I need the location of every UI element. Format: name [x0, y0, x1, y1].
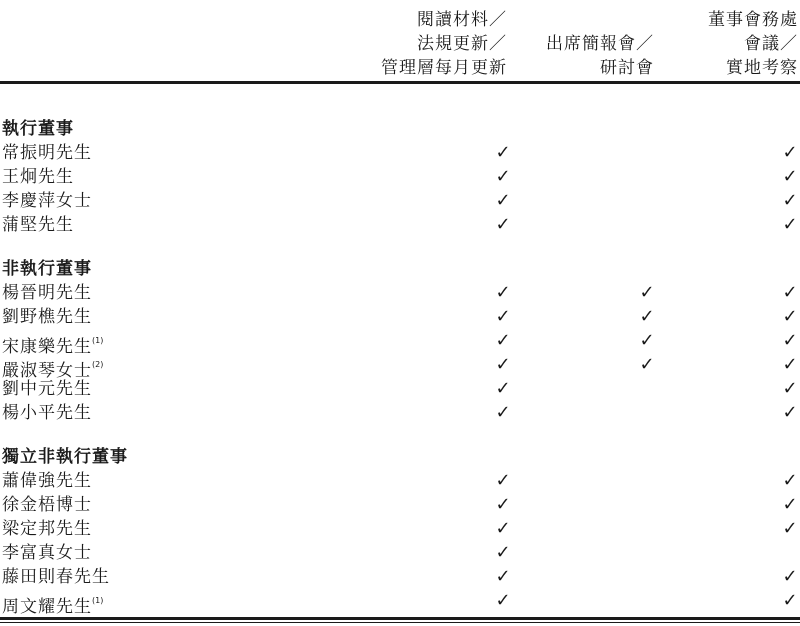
checkmark-icon: ✓ [639, 306, 655, 327]
director-name [2, 377, 92, 401]
section-row [0, 117, 800, 141]
director-name-text: 常振明先生 [2, 143, 92, 163]
checkmark-icon: ✓ [782, 190, 798, 211]
checkmark-icon: ✓ [782, 142, 798, 163]
director-name-text: 蒲堅先生 [2, 215, 74, 235]
director-row [0, 469, 800, 493]
director-name-text: 嚴淑琴女士 [2, 361, 92, 381]
director-name [2, 541, 92, 565]
checkmark-icon: ✓ [782, 166, 798, 187]
header-line: 研討會 [600, 58, 654, 78]
checkmark-icon: ✓ [495, 190, 511, 211]
footnote-marker: (1) [92, 596, 104, 605]
director-training-table [0, 117, 800, 617]
director-name-text: 楊小平先生 [2, 403, 92, 423]
checkmark-icon: ✓ [639, 330, 655, 351]
checkmark-icon: ✓ [495, 542, 511, 563]
checkmark-icon: ✓ [639, 354, 655, 375]
director-row [0, 589, 800, 617]
director-row [0, 517, 800, 541]
director-name-text: 藤田則春先生 [2, 567, 110, 587]
section-row [0, 257, 800, 281]
checkmark-icon: ✓ [782, 566, 798, 587]
header-line: 法規更新／ [417, 34, 507, 54]
director-name [2, 305, 92, 329]
footnote-marker: (1) [92, 336, 104, 345]
bottom-rule [0, 617, 800, 620]
director-row [0, 305, 800, 329]
director-row [0, 189, 800, 213]
header-line: 管理層每月更新 [381, 58, 507, 78]
director-name-text: 楊晉明先生 [2, 283, 92, 303]
checkmark-icon: ✓ [495, 494, 511, 515]
spacer-row [0, 425, 800, 445]
director-row [0, 493, 800, 517]
checkmark-icon: ✓ [495, 142, 511, 163]
section-heading: 執行董事 [2, 119, 74, 139]
header-line: 董事會務處 [708, 10, 798, 30]
checkmark-icon: ✓ [782, 354, 798, 375]
checkmark-icon: ✓ [782, 470, 798, 491]
column-header-reading-materials [381, 8, 507, 80]
director-name-text: 李慶萍女士 [2, 191, 92, 211]
director-row [0, 565, 800, 589]
director-row [0, 281, 800, 305]
checkmark-icon: ✓ [782, 330, 798, 351]
director-row [0, 377, 800, 401]
director-name [2, 565, 110, 589]
section-heading: 非執行董事 [2, 259, 92, 279]
header-line: 閱讀材料／ [417, 10, 507, 30]
header-rule [0, 81, 800, 84]
director-name [2, 213, 74, 237]
checkmark-icon: ✓ [782, 494, 798, 515]
checkmark-icon: ✓ [495, 470, 511, 491]
bottom-rule-thin [0, 622, 800, 623]
checkmark-icon: ✓ [495, 166, 511, 187]
checkmark-icon: ✓ [495, 306, 511, 327]
director-row [0, 541, 800, 565]
checkmark-icon: ✓ [495, 330, 511, 351]
director-name [2, 589, 103, 619]
director-name [2, 401, 92, 425]
checkmark-icon: ✓ [495, 282, 511, 303]
checkmark-icon: ✓ [495, 402, 511, 423]
checkmark-icon: ✓ [639, 282, 655, 303]
checkmark-icon: ✓ [495, 518, 511, 539]
header-line: 出席簡報會／ [546, 34, 654, 54]
checkmark-icon: ✓ [495, 566, 511, 587]
column-header-board-meetings [708, 8, 798, 80]
director-name [2, 141, 92, 165]
director-row [0, 141, 800, 165]
director-name-text: 劉中元先生 [2, 379, 92, 399]
director-name-text: 李富真女士 [2, 543, 92, 563]
section-row [0, 445, 800, 469]
section-heading: 獨立非執行董事 [2, 447, 128, 467]
director-row [0, 329, 800, 357]
checkmark-icon: ✓ [782, 402, 798, 423]
director-row [0, 401, 800, 425]
checkmark-icon: ✓ [495, 354, 511, 375]
director-name-text: 王炯先生 [2, 167, 74, 187]
director-name-text: 周文耀先生 [2, 597, 92, 617]
director-row [0, 213, 800, 237]
director-name [2, 165, 74, 189]
checkmark-icon: ✓ [782, 518, 798, 539]
director-row [0, 353, 800, 381]
header-line: 實地考察 [726, 58, 798, 78]
director-name-text: 蕭偉強先生 [2, 471, 92, 491]
director-name [2, 469, 92, 493]
director-name-text: 梁定邦先生 [2, 519, 92, 539]
checkmark-icon: ✓ [782, 306, 798, 327]
footnote-marker: (2) [92, 360, 104, 369]
director-name-text: 宋康樂先生 [2, 337, 92, 357]
director-name-text: 劉野樵先生 [2, 307, 92, 327]
director-name [2, 493, 92, 517]
director-name [2, 189, 92, 213]
director-name [2, 281, 92, 305]
director-name [2, 517, 92, 541]
checkmark-icon: ✓ [782, 282, 798, 303]
director-row [0, 165, 800, 189]
checkmark-icon: ✓ [495, 590, 511, 611]
checkmark-icon: ✓ [782, 590, 798, 611]
spacer-row [0, 237, 800, 257]
checkmark-icon: ✓ [495, 378, 511, 399]
header-line: 會議／ [744, 34, 798, 54]
checkmark-icon: ✓ [495, 214, 511, 235]
director-name-text: 徐金梧博士 [2, 495, 92, 515]
checkmark-icon: ✓ [782, 214, 798, 235]
column-header-seminars [546, 32, 654, 80]
checkmark-icon: ✓ [782, 378, 798, 399]
